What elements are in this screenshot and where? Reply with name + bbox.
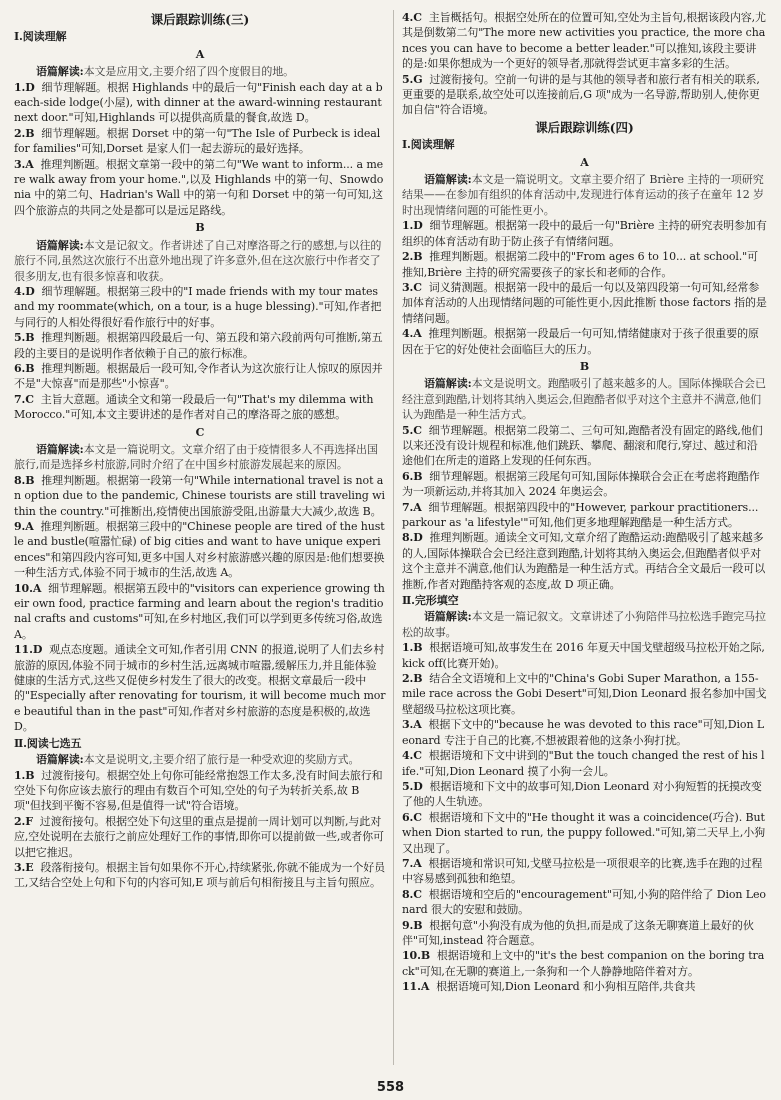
- answer-text: 根据语境和常识可知,戈壁马拉松是一项很艰辛的比赛,选手在跑的过程中容易感到孤独和绝望。: [402, 856, 763, 886]
- answer-item: [402, 671, 767, 717]
- answer-item: [14, 392, 386, 423]
- page-number: 558: [376, 1080, 405, 1095]
- answer-text: 主旨大意题。通读全文和第一段最后一句"That's my dilemma with Morocco."可知,本文主要讲述的是作者对自己的摩洛哥之旅的感想。: [14, 392, 374, 422]
- answer-number: 1.D: [402, 219, 423, 233]
- answer-number: 3.C: [402, 280, 422, 294]
- intro-label: 语篇解读:: [424, 377, 472, 391]
- answer-number: 3.A: [402, 718, 422, 732]
- answer-item: [14, 157, 386, 219]
- answer-item: [402, 918, 767, 949]
- answer-text: 推理判断题。根据第一段第一句"While international travel is not an option due to the pandemic, Chinese tourists are still traveling within the country."可推断出,疫情使出国旅游受阻,出游量大大减少,故选 B。: [14, 473, 385, 518]
- answer-text: 细节理解题。根据 Dorset 中的第一句"The Isle of Purbeck is ideal for families"可知,Dorset 是家人们一起去游玩的最好选择。: [14, 126, 381, 156]
- answer-text: 根据语境可知,Dion Leonard 和小狗相互陪伴,共食共: [436, 980, 696, 994]
- answer-number: 7.A: [402, 500, 422, 514]
- answer-item: [402, 249, 767, 280]
- answer-text: 主旨概括句。根据空处所在的位置可知,空处为主旨句,根据该段内容,尤其是倒数第二句"The more new activities you practice, the more chances you can have to become a better leader."可以推知,该段主要讲的是:如果你想成为一个更好的领导者,那就得尝试更丰富多彩的生活。: [402, 11, 766, 71]
- answer-item: [402, 810, 767, 856]
- page-title: 课后跟踪训练(三): [150, 12, 250, 27]
- answer-text: 过渡衔接句。根据空处上句你可能经常抱怨工作太多,没有时间去旅行和空处下句你应该去旅行的理由有数百个可知,空处的句子为转折关系,故 B 项"但找到平衡不容易,但是值得一试"符合语境。: [14, 768, 383, 813]
- intro-text: 本文是记叙文。作者讲述了自己对摩洛哥之行的感想,与以往的旅行不同,虽然这次旅行不出意外地出现了许多意外,但在这次旅行中作者交了很多朋友,也有很多惊喜和收获。: [14, 238, 382, 283]
- answer-number: 2.B: [402, 250, 423, 264]
- answer-item: [402, 717, 767, 748]
- answer-text: 词义猜测题。根据第一段中的最后一句以及第四段第一句可知,经常参加体育活动的人出现情绪问题的可能性更小,因此推断 those factors 指的是情绪问题。: [402, 280, 767, 325]
- answer-number: 8.D: [402, 531, 423, 545]
- answer-item: [402, 10, 767, 72]
- answer-text: 段落衔接句。根据主旨句如果你不开心,持续紧张,你就不能成为一个好员工,又结合空处上句和下句的内容可知,E 项与前后句相衔接且与主旨句照应。: [14, 860, 386, 890]
- answer-number: 5.B: [14, 331, 35, 345]
- answer-number: 3.A: [14, 157, 34, 171]
- answer-text: 根据语境和下文中讲到的"But the touch changed the rest of his life."可知,Dion Leonard 摸了小狗一会儿。: [402, 749, 765, 778]
- answer-number: 5.G: [402, 72, 423, 86]
- answer-item: [402, 856, 767, 887]
- intro-label: 语篇解读:: [36, 442, 84, 456]
- answer-number: 5.C: [402, 423, 422, 437]
- answer-text: 根据语境和空后的"encouragement"可知,小狗的陪伴给了 Dion Leonard 很大的安慰和鼓励。: [402, 887, 766, 917]
- intro-text: 本文是说明文。跑酷吸引了越来越多的人。国际体操联合会已经注意到跑酷,计划将其纳入奥运会,但跑酷者似乎对这个主意并不满意,他们认为跑酷是一种生活方式。: [402, 377, 766, 422]
- answer-text: 过渡衔接句。根据空处下句这里的重点是提前一周计划可以判断,与此对应,空处说明在去旅行之前应处理好工作的事情,即你可以提前做一些,或者你可以把它推迟。: [14, 814, 384, 859]
- intro-text: 本文是说明文,主要介绍了旅行是一种受欢迎的奖励方式。: [83, 753, 360, 767]
- intro-label: 语篇解读:: [424, 610, 472, 624]
- answer-number: 1.B: [402, 641, 423, 655]
- intro-label: 语篇解读:: [424, 173, 472, 187]
- passage-letter: B: [195, 221, 205, 235]
- page-title: 课后跟踪训练(四): [535, 119, 634, 135]
- answer-item: [402, 530, 767, 592]
- section-heading: Ⅱ.完形填空: [402, 594, 459, 608]
- left-column: [14, 10, 386, 891]
- answer-text: 根据语境可知,故事发生在 2016 年夏天中国戈壁超级马拉松开始之际,kick off(比赛开始)。: [402, 641, 765, 670]
- answer-number: 9.B: [402, 918, 423, 932]
- answer-item: [14, 860, 386, 891]
- passage-letter: B: [579, 359, 590, 373]
- section-heading: Ⅰ.阅读理解: [14, 30, 67, 44]
- answer-item: [402, 979, 767, 994]
- answer-text: 细节理解题。根据第一段中的最后一句"Brière 主持的研究表明参加有组织的体育活动有助于防止孩子有情绪问题。: [402, 219, 767, 248]
- answer-text: 结合全文语境和上文中的"China's Gobi Super Marathon, a 155-mile race across the Gobi Desert"可知,Dion Leonard 报名参加中国戈壁超级马拉松这项比赛。: [402, 672, 767, 716]
- answer-item: [402, 423, 767, 469]
- answer-item: [402, 72, 767, 118]
- answer-item: [402, 948, 767, 979]
- answer-number: 8.C: [402, 887, 422, 901]
- answer-number: 10.B: [402, 949, 431, 963]
- answer-item: [14, 768, 386, 814]
- passage-intro: [402, 609, 767, 640]
- answer-text: 根据语境和下文中的"He thought it was a coincidence(巧合). But when Dion started to run, the puppy followed."可知,第二天早上,小狗又出现了。: [402, 810, 766, 855]
- intro-label: 语篇解读:: [36, 65, 84, 79]
- answer-number: 9.A: [14, 520, 34, 533]
- passage-letter: A: [580, 155, 589, 169]
- intro-label: 语篇解读:: [36, 753, 84, 767]
- intro-text: 本文是一篇记叙文。文章讲述了小狗陪伴马拉松选手跑完马拉松的故事。: [402, 610, 766, 639]
- answer-number: 4.D: [14, 284, 35, 298]
- intro-text: 本文是一篇说明文。文章主要介绍了 Brière 主持的一项研究结果——在参加有组织的体育活动中,发现进行体育运动的孩子在童年 12 岁时出现情绪问题的可能性更小。: [402, 173, 764, 217]
- answer-text: 根据语境和上文中的"it's the best companion on the boring track"可知,在无聊的赛道上,一条狗和一个人静静地陪伴着对方。: [402, 949, 765, 978]
- answer-item: [14, 330, 386, 361]
- answer-item: [14, 284, 386, 330]
- passage-letter: A: [195, 47, 205, 61]
- answer-item: [14, 519, 386, 581]
- answer-text: 过渡衔接句。空前一句讲的是与其他的领导者和旅行者有相关的联系,更重要的是联系,故空处可以连接前后,G 项"成为一名导游,帮助别人,使你更加自信"符合语境。: [402, 72, 760, 117]
- answer-item: [402, 218, 767, 249]
- answer-number: 11.A: [402, 980, 430, 994]
- answer-text: 细节理解题。根据第二段第二、三句可知,跑酷者没有固定的路线,他们以来还没有设计规程和标准,他们跳跃、攀爬、翻滚和爬行,穿过、越过和沿途他们在所走的道路上发现的任何东西。: [402, 423, 763, 468]
- answer-text: 根据下文中的"because he was devoted to this race"可知,Dion Leonard 专注于自己的比赛,不想被跟着他的这条小狗打扰。: [402, 718, 765, 747]
- answer-item: [14, 814, 386, 860]
- section-heading: Ⅱ.阅读七选五: [14, 736, 82, 750]
- answer-number: 2.B: [402, 672, 423, 686]
- section-heading: Ⅰ.阅读理解: [402, 138, 455, 152]
- answer-number: 10.A: [14, 581, 42, 595]
- answer-text: 观点态度题。通读全文可知,作者引用 CNN 的报道,说明了人们去乡村旅游的原因,体验不同于城市的乡村生活,远离城市喧嚣,缓解压力,并且能体验健康的生活方式,这些又促使乡村发生了很大的改变。根据文章最后一段中的"Especially after renovating for tourism, it will become much more beautiful than in the past"可知,作者对乡村旅游的态度是积极的,故选 D。: [14, 643, 386, 734]
- right-column: [402, 10, 767, 995]
- answer-text: 推理判断题。根据第二段中的"From ages 6 to 10... at school."可推知,Brière 主持的研究需要孩子的家长和老师的合作。: [402, 250, 759, 279]
- passage-letter: C: [195, 425, 205, 439]
- answer-item: [402, 779, 767, 810]
- intro-text: 本文是应用文,主要介绍了四个度假目的地。: [83, 65, 295, 79]
- passage-intro: [402, 376, 767, 422]
- passage-intro: [14, 442, 386, 473]
- answer-text: 推理判断题。根据最后一段可知,令作者认为这次旅行让人惊叹的原因并不是"大惊喜"而是那些"小惊喜"。: [14, 361, 383, 391]
- column-divider: [393, 10, 394, 1065]
- answer-text: 细节理解题。根据第五段中的"visitors can experience growing their own food, practice farming and learn about the region's traditional crafts and customs"可知,在乡村地区,我们可以学到更多传统习俗,故选 A。: [14, 581, 385, 641]
- answer-item: [402, 887, 767, 918]
- answer-item: [14, 473, 386, 519]
- answer-number: 4.C: [402, 749, 422, 763]
- answer-number: 6.B: [14, 361, 35, 375]
- answer-item: [14, 581, 386, 643]
- intro-label: 语篇解读:: [36, 238, 84, 252]
- answer-number: 7.C: [14, 392, 34, 406]
- answer-item: [402, 469, 767, 500]
- intro-text: 本文是一篇说明文。文章介绍了由于疫情很多人不再选择出国旅行,而是选择乡村旅游,同时介绍了在中国乡村旅游发展起来的原因。: [14, 442, 378, 472]
- answer-number: 7.A: [402, 856, 422, 870]
- answer-text: 细节理解题。根据 Highlands 中的最后一句"Finish each day at a beach-side lodge(小屋), with dinner at the award-winning restaurant next door."可知,Highlands 可以提供高质量的餐食,故选 D。: [14, 80, 383, 125]
- answer-item: [14, 80, 386, 126]
- answer-number: 3.E: [14, 860, 34, 874]
- answer-text: 推理判断题。根据第三段中的"Chinese people are tired of the hustle and bustle(喧嚣忙碌) of big cities and want to have unique experiences"和第四段内容可知,更多中国人对乡村旅游感兴趣的原因是:他们想要换一种生活方式,体验不同于城市的生活,故选 A。: [14, 520, 385, 580]
- answer-item: [402, 326, 767, 357]
- answer-text: 推理判断题。根据文章第一段中的第二句"We want to inform... a mere walk away from your home.",以及 Highlands 中的第一句、Snowdonia 中的第二句、Hadrian's Wall 中的第一句和 Dorset 中的第一句可知,这四个旅游点的共同之处是都可以是远足路线。: [14, 157, 384, 217]
- answer-number: 6.B: [402, 469, 423, 483]
- answer-item: [402, 280, 767, 326]
- passage-intro: [402, 172, 767, 218]
- answer-item: [14, 126, 386, 157]
- answer-item: [402, 640, 767, 671]
- answer-text: 细节理解题。根据第三段中的"I made friends with my tour mates and my roommate(which, on a tour, is a huge blessing)."可知,作者把与同行的人相处得很好看作旅行中的好事。: [14, 284, 382, 329]
- answer-item: [402, 748, 767, 779]
- answer-text: 细节理解题。根据第三段尾句可知,国际体操联合会正在考虑将跑酷作为一项新运动,并将其加入 2024 年奥运会。: [402, 469, 760, 499]
- answer-number: 11.D: [14, 643, 43, 657]
- answer-number: 1.D: [14, 80, 35, 94]
- answer-text: 根据语境和下文中的故事可知,Dion Leonard 对小狗短暂的抚摸改变了他的人生轨迹。: [402, 779, 762, 809]
- answer-text: 细节理解题。根据第四段中的"However, parkour practitioners... parkour as 'a lifestyle'"可知,他们更多地理解跑酷是一种生活方式。: [402, 500, 759, 529]
- answer-number: 8.B: [14, 473, 35, 487]
- answer-text: 根据句意"小狗没有成为他的负担,而是成了这条无聊赛道上最好的伙伴"可知,instead 符合题意。: [402, 918, 754, 947]
- answer-number: 1.B: [14, 768, 35, 782]
- answer-number: 6.C: [402, 810, 422, 824]
- answer-number: 5.D: [402, 779, 423, 793]
- answer-item: [402, 500, 767, 531]
- answer-text: 推理判断题。根据第四段最后一句、第五段和第六段前两句可推断,第五段的主要目的是说明作者依赖于自己的旅行标准。: [14, 331, 383, 360]
- answer-item: [14, 642, 386, 734]
- answer-number: 4.A: [402, 327, 422, 341]
- answer-text: 推理判断题。通读全文可知,文章介绍了跑酷运动:跑酷吸引了越来越多的人,国际体操联合会已经注意到跑酷,计划将其纳入奥运会,但跑酷者似乎对这个主意并不满意,他们认为跑酷是一种生活方式。再结合全文最后一段可以推断,作者对跑酷持客观的态度,故 D 项正确。: [402, 531, 766, 591]
- passage-intro: [14, 752, 386, 767]
- answer-number: 4.C: [402, 11, 422, 24]
- answer-number: 2.F: [14, 814, 33, 828]
- answer-item: [14, 361, 386, 392]
- answer-number: 2.B: [14, 126, 35, 140]
- answer-text: 推理判断题。根据第一段最后一句可知,情绪健康对于孩子很重要的原因在于它的好处使社会面临巨大的压力。: [402, 327, 759, 356]
- passage-intro: [14, 64, 386, 79]
- passage-intro: [14, 238, 386, 284]
